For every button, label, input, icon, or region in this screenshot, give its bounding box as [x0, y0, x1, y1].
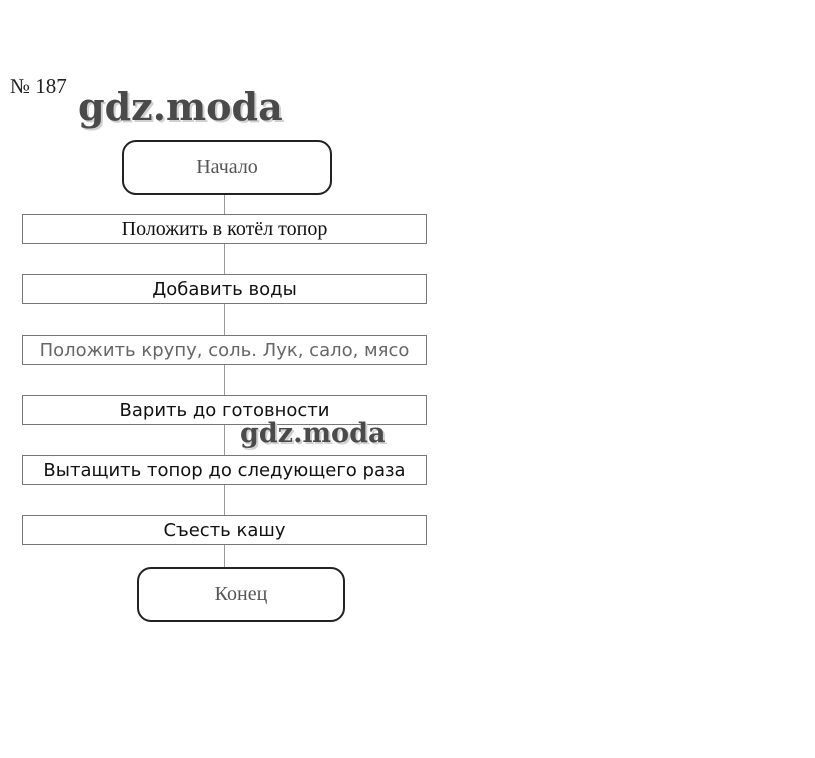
process-step-3-label: Положить крупу, соль. Лук, сало, мясо [39, 339, 410, 361]
end-label: Конец [214, 583, 268, 605]
process-step-5 [22, 455, 427, 485]
process-step-2 [22, 274, 427, 304]
watermark-middle: gdz.moda [240, 418, 386, 449]
process-step-5-label: Вытащить топор до следующего раза [43, 459, 406, 481]
start-label: Начало [196, 156, 258, 178]
process-step-6 [22, 515, 427, 545]
process-step-6-label: Съесть кашу [163, 519, 286, 541]
process-step-2-label: Добавить воды [152, 278, 297, 300]
start-terminal [122, 140, 332, 195]
process-step-4-label: Варить до готовности [119, 399, 330, 421]
process-step-1 [22, 214, 427, 244]
flowchart-connector-line [224, 195, 225, 567]
watermark-top: gdz.moda [78, 84, 283, 129]
process-step-1-label: Положить в котёл топор [121, 217, 328, 240]
process-step-3 [22, 335, 427, 365]
end-terminal [137, 567, 345, 622]
task-number: № 187 [10, 74, 67, 98]
